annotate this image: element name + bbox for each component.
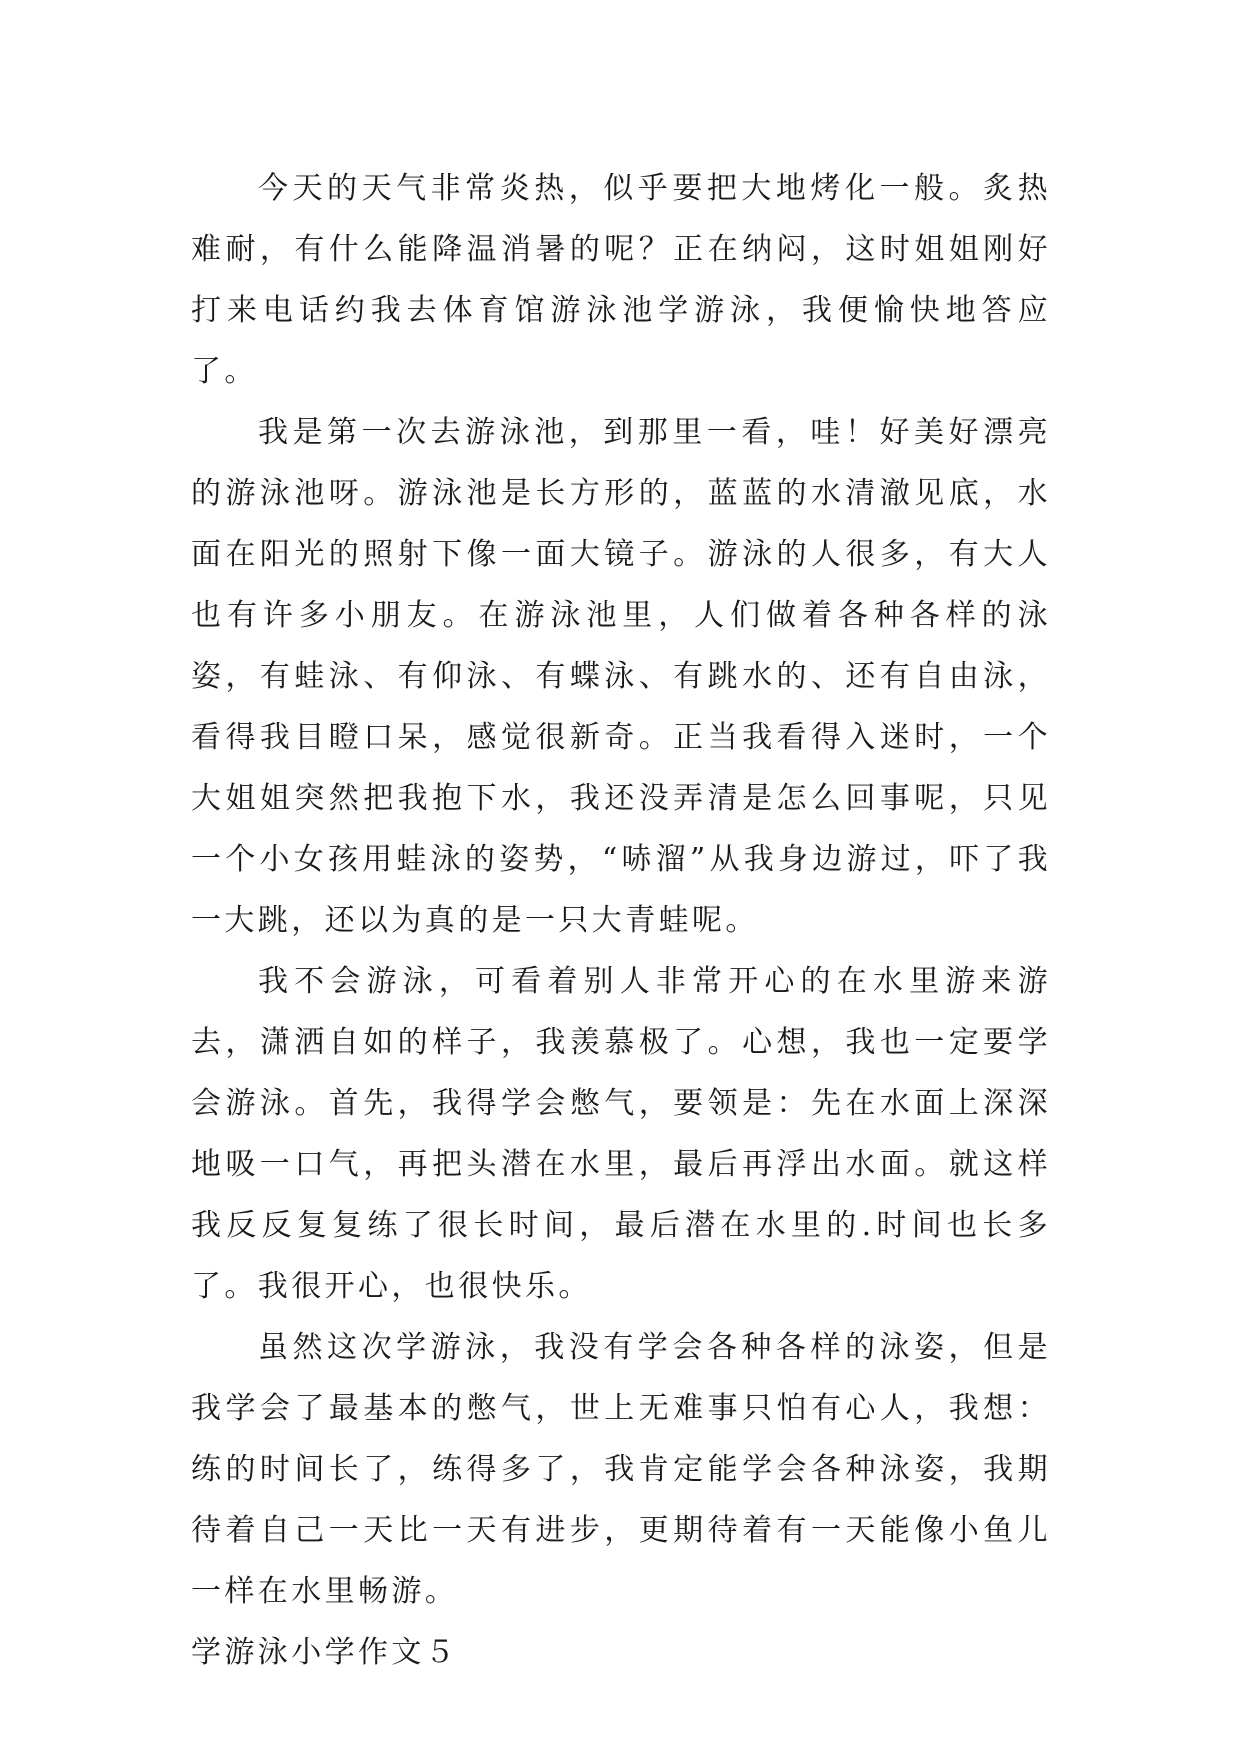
paragraph-2: 我是第一次去游泳池，到那里一看，哇！好美好漂亮的游泳池呀。游泳池是长方形的，蓝蓝的水清澈见底，水面在阳光的照射下像一面大镜子。游泳的人很多，有大人也有许多小朋友。在游泳池里，人们做着各种各样的泳姿，有蛙泳、有仰泳、有蝶泳、有跳水的、还有自由泳，看得我目瞪口呆，感觉很新奇。正当我看得入迷时，一个大姐姐突然把我抱下水，我还没弄清是怎么回事呢，只见一个小女孩用蛙泳的姿势，“哧溜”从我身边游过，吓了我一大跳，还以为真的是一只大青蛙呢。 [191,415,1051,938]
paragraph-1: 今天的天气非常炎热，似乎要把大地烤化一般。炙热难耐，有什么能降温消暑的呢？正在纳闷，这时姐姐刚好打来电话约我去体育馆游泳池学游泳，我便愉快地答应了。 [191,171,1051,389]
next-essay-title: 学游泳小学作文５ [191,1635,459,1670]
paragraph-4: 虽然这次学游泳，我没有学会各种各样的泳姿，但是我学会了最基本的憋气，世上无难事只怕有心人，我想：练的时间长了，练得多了，我肯定能学会各种泳姿，我期待着自己一天比一天有进步，更期待着有一天能像小鱼儿一样在水里畅游。 [191,1330,1051,1609]
essay-body [191,158,1051,1683]
paragraph-3: 我不会游泳，可看着别人非常开心的在水里游来游去，潇洒自如的样子，我羡慕极了。心想，我也一定要学会游泳。首先，我得学会憋气，要领是：先在水面上深深地吸一口气，再把头潜在水里，最后再浮出水面。就这样我反反复复练了很长时间，最后潜在水里的.时间也长多了。我很开心，也很快乐。 [191,964,1051,1304]
